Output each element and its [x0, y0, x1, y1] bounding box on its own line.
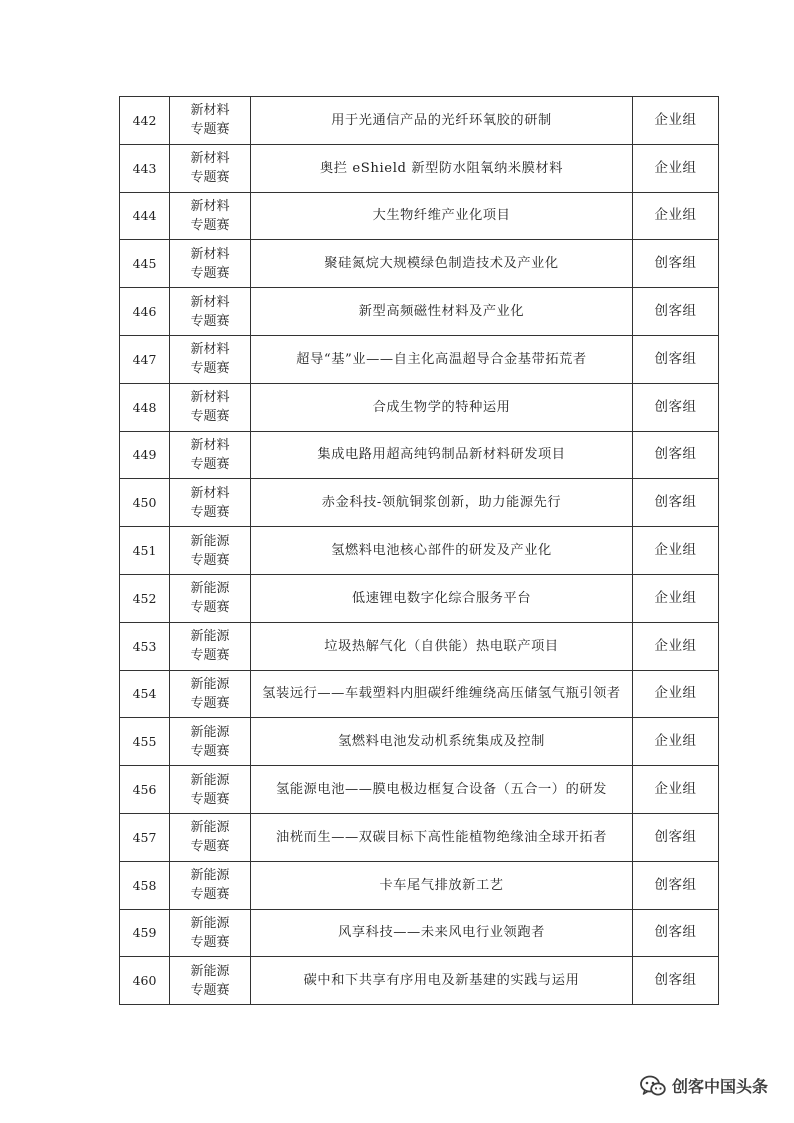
category-line-1: 新材料 — [190, 342, 230, 358]
row-number: 443 — [120, 144, 170, 192]
row-number: 457 — [120, 813, 170, 861]
watermark-text: 创客中国头条 — [671, 1077, 768, 1096]
category-line-2: 专题赛 — [190, 695, 230, 711]
table-row — [120, 670, 719, 718]
table-row — [120, 527, 719, 575]
table-row — [120, 97, 719, 145]
category-line-1: 新能源 — [190, 676, 230, 692]
project-table — [119, 96, 719, 1005]
group-label: 企业组 — [633, 144, 719, 192]
row-category — [170, 813, 251, 861]
project-title: 碳中和下共享有序用电及新基建的实践与运用 — [251, 957, 633, 1005]
group-label: 创客组 — [633, 240, 719, 288]
row-category — [170, 288, 251, 336]
project-title: 风享科技——未来风电行业领跑者 — [251, 909, 633, 957]
category-line-1: 新能源 — [190, 820, 230, 836]
table-row — [120, 909, 719, 957]
table-row — [120, 957, 719, 1005]
row-category — [170, 240, 251, 288]
row-number: 447 — [120, 335, 170, 383]
row-category — [170, 909, 251, 957]
row-category — [170, 383, 251, 431]
category-line-2: 专题赛 — [190, 313, 230, 329]
project-title: 新型高频磁性材料及产业化 — [251, 288, 633, 336]
table-row — [120, 383, 719, 431]
row-category — [170, 622, 251, 670]
wechat-icon — [640, 1075, 666, 1097]
group-label: 创客组 — [633, 813, 719, 861]
project-title: 低速锂电数字化综合服务平台 — [251, 574, 633, 622]
group-label: 创客组 — [633, 383, 719, 431]
category-line-1: 新材料 — [190, 390, 230, 406]
category-line-2: 专题赛 — [190, 217, 230, 233]
project-title: 氢燃料电池核心部件的研发及产业化 — [251, 527, 633, 575]
group-label: 企业组 — [633, 192, 719, 240]
row-number: 454 — [120, 670, 170, 718]
category-line-1: 新材料 — [190, 151, 230, 167]
group-label: 创客组 — [633, 479, 719, 527]
category-line-2: 专题赛 — [190, 839, 230, 855]
row-category — [170, 861, 251, 909]
category-line-2: 专题赛 — [190, 600, 230, 616]
group-label: 创客组 — [633, 335, 719, 383]
category-line-1: 新材料 — [190, 103, 230, 119]
project-title: 合成生物学的特种运用 — [251, 383, 633, 431]
row-number: 444 — [120, 192, 170, 240]
table-row — [120, 861, 719, 909]
project-title: 集成电路用超高纯钨制品新材料研发项目 — [251, 431, 633, 479]
category-line-2: 专题赛 — [190, 361, 230, 377]
group-label: 企业组 — [633, 97, 719, 145]
group-label: 企业组 — [633, 718, 719, 766]
category-line-1: 新能源 — [190, 963, 230, 979]
category-line-2: 专题赛 — [190, 743, 230, 759]
project-title: 卡车尾气排放新工艺 — [251, 861, 633, 909]
category-line-1: 新能源 — [190, 533, 230, 549]
row-category — [170, 766, 251, 814]
category-line-2: 专题赛 — [190, 504, 230, 520]
group-label: 企业组 — [633, 670, 719, 718]
row-category — [170, 574, 251, 622]
category-line-1: 新材料 — [190, 294, 230, 310]
row-category — [170, 144, 251, 192]
category-line-1: 新材料 — [190, 198, 230, 214]
category-line-1: 新能源 — [190, 581, 230, 597]
category-line-1: 新材料 — [190, 485, 230, 501]
category-line-1: 新能源 — [190, 772, 230, 788]
category-line-1: 新能源 — [190, 629, 230, 645]
table-row — [120, 431, 719, 479]
table-row — [120, 240, 719, 288]
row-number: 450 — [120, 479, 170, 527]
table-row — [120, 574, 719, 622]
row-number: 453 — [120, 622, 170, 670]
row-number: 460 — [120, 957, 170, 1005]
row-number: 456 — [120, 766, 170, 814]
group-label: 创客组 — [633, 909, 719, 957]
project-title: 超导“基”业——自主化高温超导合金基带拓荒者 — [251, 335, 633, 383]
row-number: 445 — [120, 240, 170, 288]
row-number: 452 — [120, 574, 170, 622]
category-line-2: 专题赛 — [190, 934, 230, 950]
category-line-1: 新能源 — [190, 724, 230, 740]
project-title: 奥拦 eShield 新型防水阻氧纳米膜材料 — [251, 144, 633, 192]
group-label: 企业组 — [633, 527, 719, 575]
project-title: 大生物纤维产业化项目 — [251, 192, 633, 240]
row-number: 459 — [120, 909, 170, 957]
category-line-2: 专题赛 — [190, 552, 230, 568]
group-label: 企业组 — [633, 574, 719, 622]
project-title: 氢燃料电池发动机系统集成及控制 — [251, 718, 633, 766]
category-line-2: 专题赛 — [190, 887, 230, 903]
row-category — [170, 718, 251, 766]
table-row — [120, 766, 719, 814]
table-body — [120, 97, 719, 1005]
project-title: 氢装远行——车载塑料内胆碳纤维缠绕高压储氢气瓶引领者 — [251, 670, 633, 718]
table-row — [120, 813, 719, 861]
row-category — [170, 957, 251, 1005]
row-category — [170, 527, 251, 575]
group-label: 创客组 — [633, 431, 719, 479]
project-title: 油桄而生——双碳目标下高性能植物绝缘油全球开拓者 — [251, 813, 633, 861]
row-category — [170, 97, 251, 145]
category-line-2: 专题赛 — [190, 791, 230, 807]
project-title: 用于光通信产品的光纤环氧胶的研制 — [251, 97, 633, 145]
category-line-2: 专题赛 — [190, 122, 230, 138]
category-line-1: 新能源 — [190, 915, 230, 931]
table-row — [120, 479, 719, 527]
project-title: 赤金科技-领航铜浆创新，助力能源先行 — [251, 479, 633, 527]
group-label: 创客组 — [633, 288, 719, 336]
table-row — [120, 335, 719, 383]
category-line-2: 专题赛 — [190, 456, 230, 472]
row-category — [170, 192, 251, 240]
row-number: 442 — [120, 97, 170, 145]
table-row — [120, 144, 719, 192]
project-title: 聚硅氮烷大规模绿色制造技术及产业化 — [251, 240, 633, 288]
table-row — [120, 288, 719, 336]
project-title: 氢能源电池——膜电极边框复合设备（五合一）的研发 — [251, 766, 633, 814]
row-category — [170, 431, 251, 479]
group-label: 企业组 — [633, 766, 719, 814]
category-line-2: 专题赛 — [190, 409, 230, 425]
table-row — [120, 718, 719, 766]
row-number: 448 — [120, 383, 170, 431]
row-category — [170, 335, 251, 383]
row-number: 455 — [120, 718, 170, 766]
table-row — [120, 622, 719, 670]
category-line-1: 新材料 — [190, 437, 230, 453]
group-label: 创客组 — [633, 861, 719, 909]
row-category — [170, 670, 251, 718]
group-label: 创客组 — [633, 957, 719, 1005]
group-label: 企业组 — [633, 622, 719, 670]
category-line-2: 专题赛 — [190, 982, 230, 998]
category-line-1: 新材料 — [190, 246, 230, 262]
category-line-2: 专题赛 — [190, 170, 230, 186]
row-number: 449 — [120, 431, 170, 479]
category-line-2: 专题赛 — [190, 648, 230, 664]
table-row — [120, 192, 719, 240]
row-category — [170, 479, 251, 527]
project-title: 垃圾热解气化（自供能）热电联产项目 — [251, 622, 633, 670]
row-number: 458 — [120, 861, 170, 909]
row-number: 446 — [120, 288, 170, 336]
watermark — [640, 1074, 768, 1097]
category-line-1: 新能源 — [190, 868, 230, 884]
row-number: 451 — [120, 527, 170, 575]
category-line-2: 专题赛 — [190, 265, 230, 281]
